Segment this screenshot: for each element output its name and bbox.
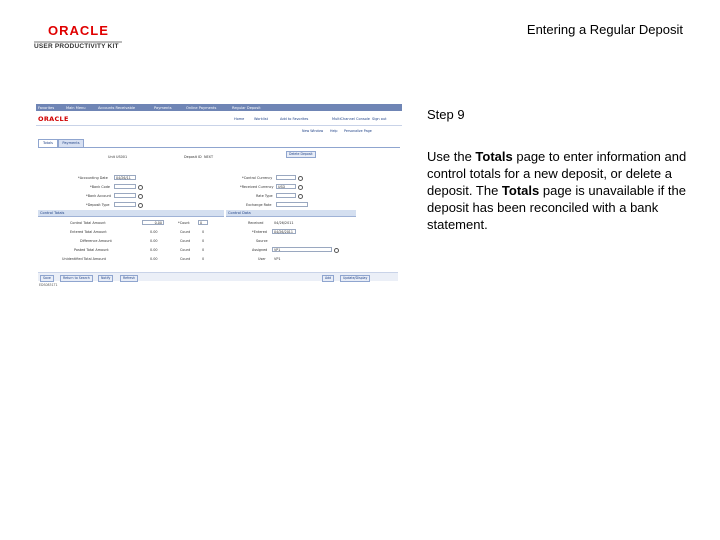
control-data-header: Control Data [226, 210, 356, 217]
notify-button[interactable]: Notify [98, 275, 113, 282]
oracle-upk-logo [34, 24, 124, 48]
oracle-brand: ORACLE [38, 115, 69, 123]
logo-wordmark: ORACLE [48, 23, 109, 38]
slide-title: Entering a Regular Deposit [526, 22, 683, 37]
deposit-type-label: *Deposit Type [86, 203, 110, 207]
bank-code-lookup-icon[interactable] [138, 185, 143, 190]
control-count-label: *Count [178, 221, 190, 225]
nav-item-accounts-receivable[interactable]: Accounts Receivable [98, 105, 136, 110]
posted-total-amount-label: Posted Total Amount [74, 248, 109, 252]
unidentified-count-value: 0 [202, 257, 205, 261]
rate-type-field[interactable] [276, 193, 296, 198]
deposit-id-label: Deposit ID [184, 155, 202, 159]
logo-subtitle: USER PRODUCTIVITY KIT [34, 43, 119, 50]
deposit-type-lookup-icon[interactable] [138, 203, 143, 208]
worklist-link[interactable]: Worklist [254, 117, 269, 121]
control-total-amount-field[interactable]: 0.00 [142, 220, 164, 225]
posted-count-label: Count [180, 248, 191, 252]
control-count-field[interactable]: 0 [198, 220, 208, 225]
unidentified-count-label: Count [180, 257, 191, 261]
difference-amount-value: 0.00 [150, 239, 158, 243]
bank-account-label: *Bank Account [86, 194, 111, 198]
accounting-date-field[interactable]: 04/26/11 [114, 175, 136, 180]
nav-item-online-payments[interactable]: Online Payments [186, 105, 217, 110]
received-currency-lookup-icon[interactable] [298, 185, 303, 190]
difference-count-value: 0 [202, 239, 205, 243]
entered-total-amount-label: Entered Total Amount [70, 230, 107, 234]
deposit-type-field[interactable] [114, 202, 136, 207]
posted-total-amount-value: 0.00 [150, 248, 158, 252]
new-window-link[interactable]: New Window [302, 129, 324, 133]
assigned-field[interactable]: VP1 [272, 247, 332, 252]
control-totals-header: Control Totals [38, 210, 224, 217]
unit-label: Unit [108, 155, 115, 159]
page-id: EDS0831T1 [39, 283, 58, 287]
control-currency-lookup-icon[interactable] [298, 176, 303, 181]
rate-type-lookup-icon[interactable] [298, 194, 303, 199]
exchange-rate-field[interactable] [276, 202, 308, 207]
posted-count-value: 0 [202, 248, 205, 252]
control-total-amount-label: Control Total Amount [70, 221, 106, 225]
bank-code-label: *Bank Code [90, 185, 110, 189]
tab-payments[interactable]: Payments [58, 139, 84, 147]
bank-code-field[interactable] [114, 184, 136, 189]
return-to-search-button[interactable]: Return to Search [60, 275, 93, 282]
unit-value: US001 [116, 155, 128, 159]
nav-item-payments[interactable]: Payments [154, 105, 172, 110]
nav-item-favorites[interactable]: Favorites [38, 105, 55, 110]
application-screenshot [36, 104, 402, 288]
rate-type-label: Rate Type [256, 194, 273, 198]
home-link[interactable]: Home [234, 117, 245, 121]
entered-date-label: *Entered [252, 230, 267, 234]
accounting-date-label: *Accounting Date [78, 176, 108, 180]
assigned-lookup-icon[interactable] [334, 248, 339, 253]
user-value: VP1 [274, 257, 281, 261]
tab-divider [38, 147, 400, 148]
add-button[interactable]: Add [322, 275, 334, 282]
unidentified-total-amount-label: Unidentified Total Amount [62, 257, 107, 261]
help-link[interactable]: Help [330, 129, 338, 133]
unidentified-total-amount-value: 0.00 [150, 257, 158, 261]
toolbar [38, 272, 398, 281]
update-display-button[interactable]: Update/Display [340, 275, 370, 282]
delete-deposit-button[interactable]: Delete Deposit [286, 151, 316, 158]
difference-amount-label: Difference Amount [80, 239, 112, 243]
sign-out-link[interactable]: Sign out [372, 117, 387, 121]
entered-count-label: Count [180, 230, 191, 234]
control-currency-label: *Control Currency [242, 176, 273, 180]
entered-total-amount-value: 0.00 [150, 230, 158, 234]
received-currency-label: *Received Currency [240, 185, 274, 189]
bank-account-field[interactable] [114, 193, 136, 198]
nav-item-main-menu[interactable]: Main Menu [66, 105, 86, 110]
received-date-value: 04/26/2011 [274, 221, 294, 225]
source-label: Source [256, 239, 268, 243]
entered-count-value: 0 [202, 230, 205, 234]
personalize-page-link[interactable]: Personalize Page [344, 129, 372, 133]
deposit-id-value: NEXT [204, 155, 214, 159]
step-label: Step 9 [427, 107, 465, 122]
multichannel-console-link[interactable]: MultiChannel Console [332, 117, 370, 121]
received-date-label: Received [248, 221, 264, 225]
difference-count-label: Count [180, 239, 191, 243]
assigned-label: Assigned [252, 248, 268, 252]
entered-date-field[interactable]: 04/26/2011 [272, 229, 296, 234]
exchange-rate-label: Exchange Rate [246, 203, 272, 207]
tab-totals[interactable]: Totals [38, 139, 58, 147]
save-button[interactable]: Save [40, 275, 54, 282]
nav-item-regular-deposit[interactable]: Regular Deposit [232, 105, 261, 110]
bank-account-lookup-icon[interactable] [138, 194, 143, 199]
user-label: User [258, 257, 266, 261]
received-currency-field[interactable]: USD [276, 184, 296, 189]
refresh-button[interactable]: Refresh [120, 275, 138, 282]
brand-bar [36, 111, 402, 126]
control-currency-field[interactable] [276, 175, 296, 180]
breadcrumb-nav [36, 104, 402, 111]
step-description: Use the Totals page to enter information and control totals for a new deposit, or delete a deposit. The Totals page is unavailable if the deposit has been reconciled with a bank statement. [427, 149, 687, 232]
add-to-favorites-link[interactable]: Add to Favorites [280, 117, 309, 121]
